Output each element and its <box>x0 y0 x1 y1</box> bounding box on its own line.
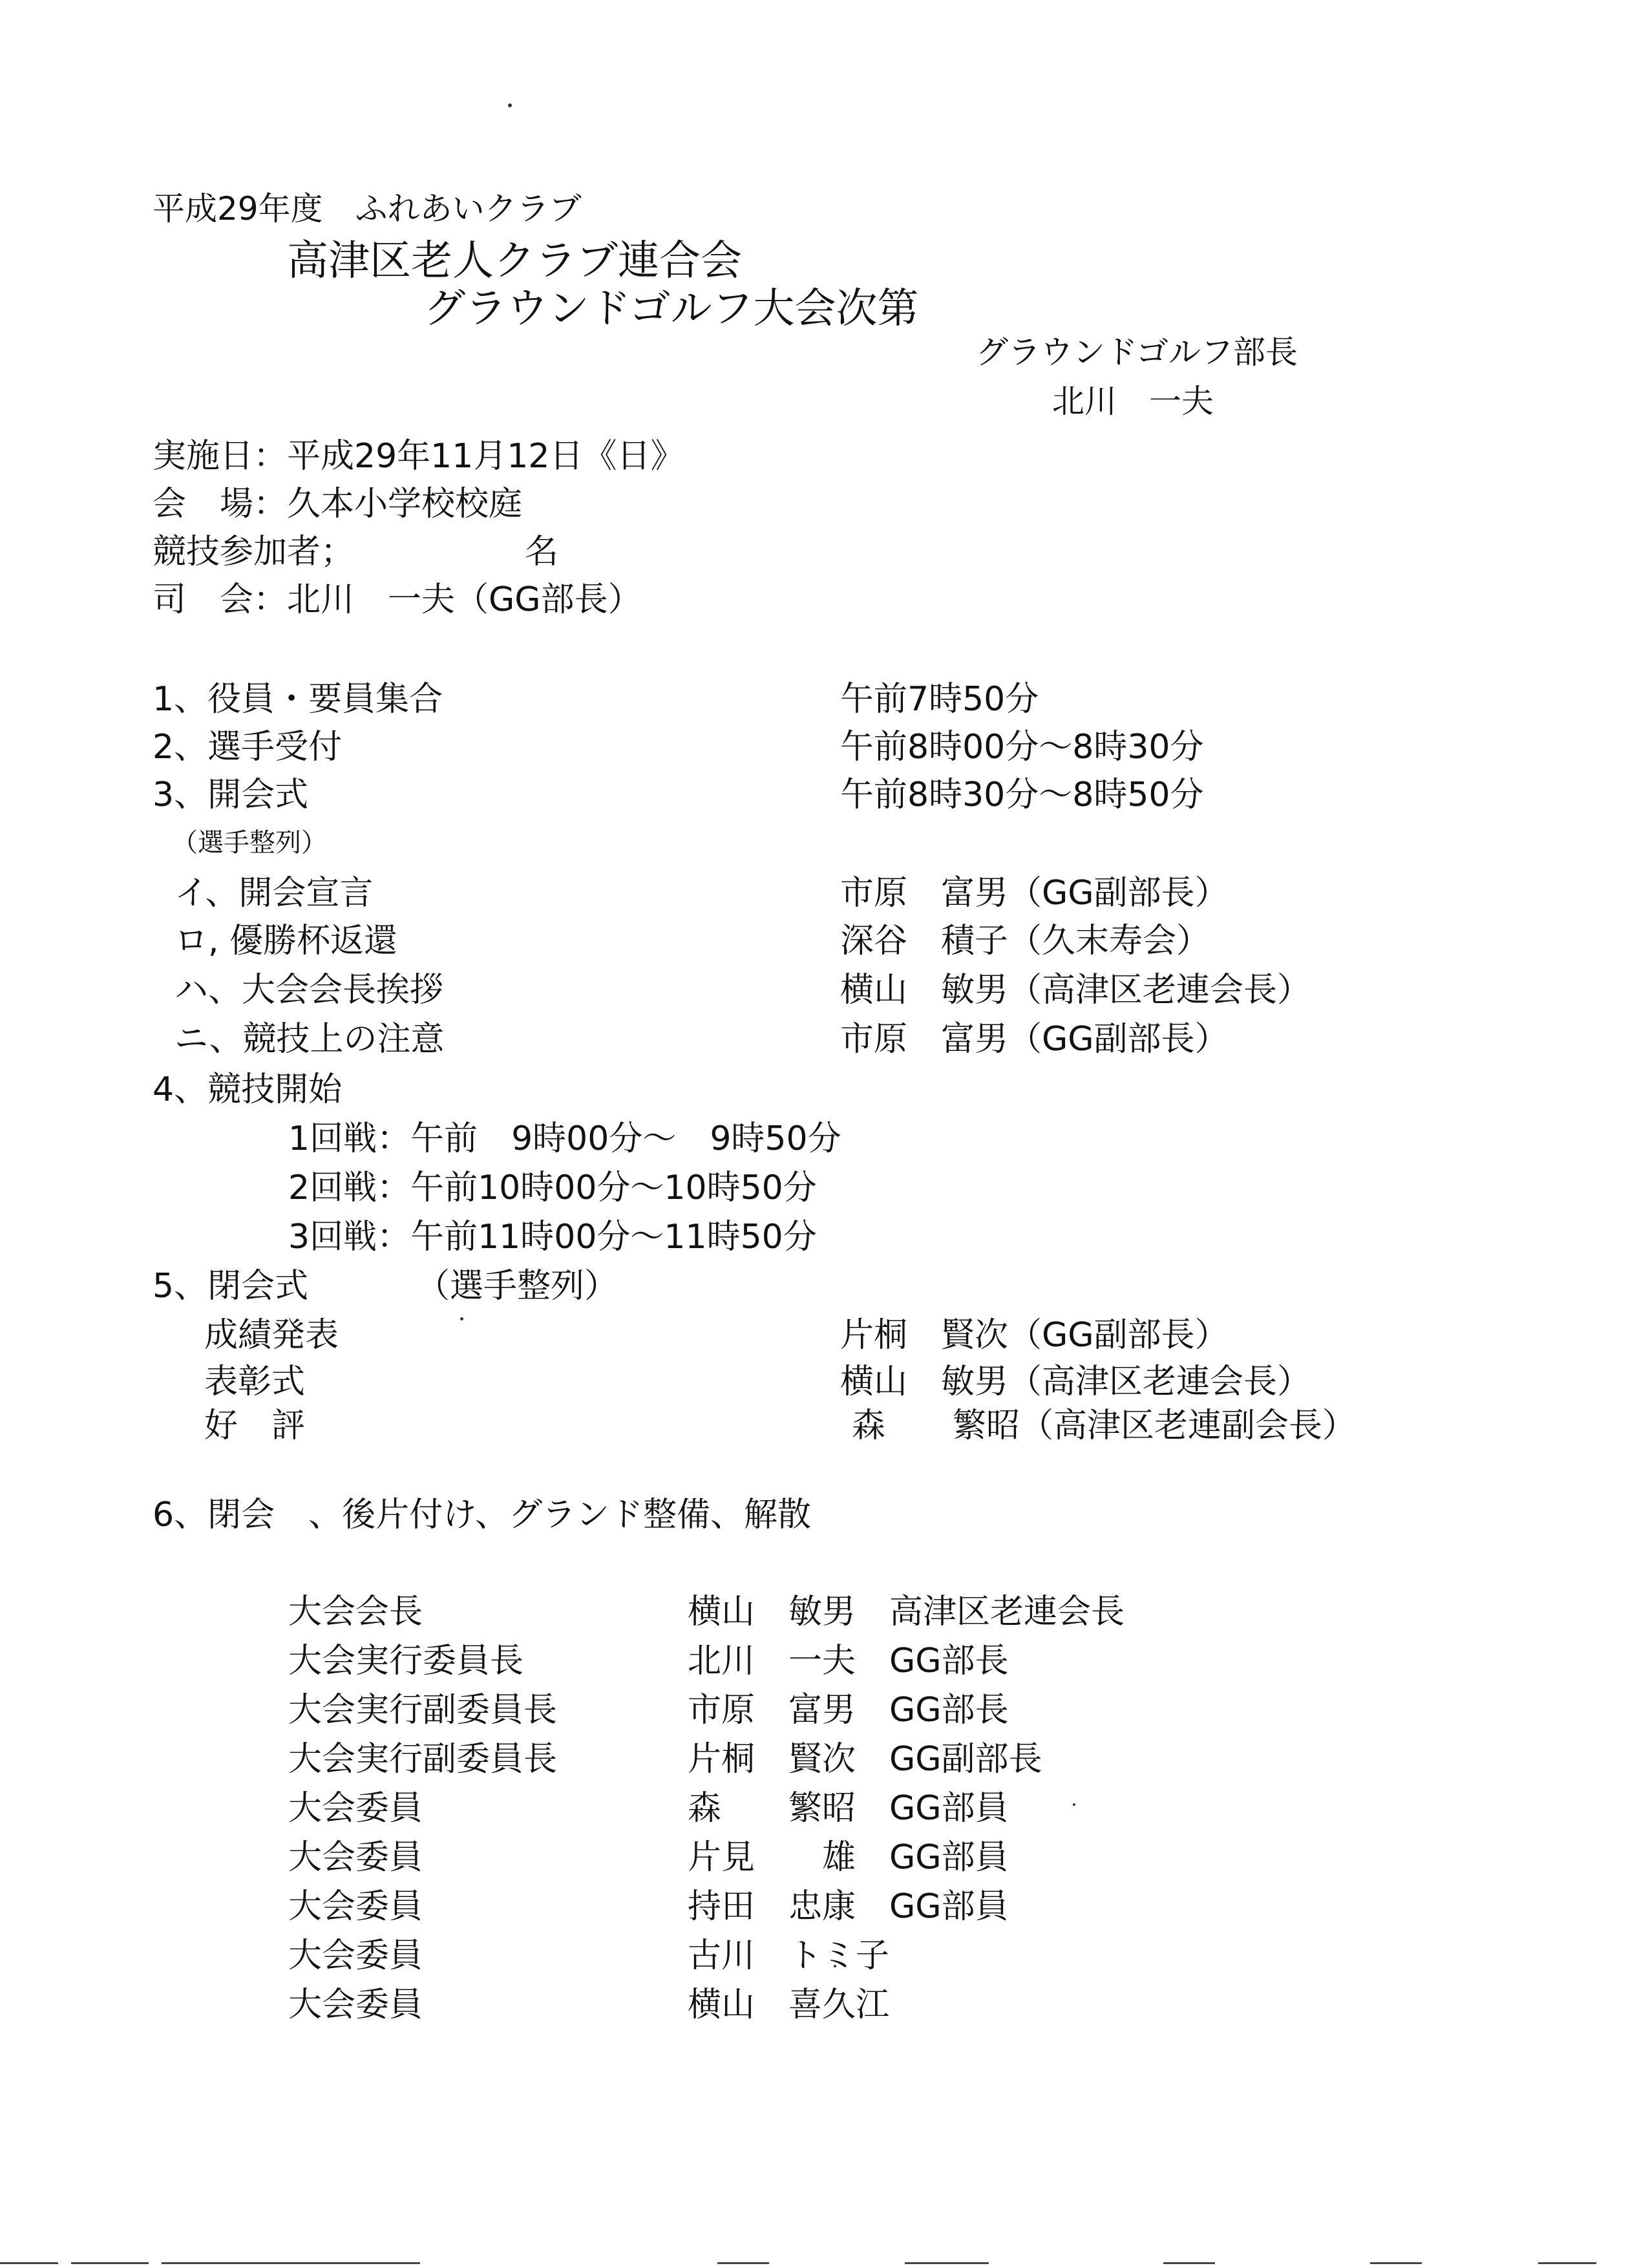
closing-item-person: 横山 敏男（高津区老連会長） <box>840 1362 1311 1401</box>
master-of-ceremonies: 司 会：北川 一夫（GG部長） <box>153 580 642 619</box>
competition-round: 3回戦：午前11時00分～11時50分 <box>288 1218 817 1256</box>
closing-label: 5、閉会式 <box>153 1267 309 1306</box>
scan-edge-line <box>1538 2262 1596 2264</box>
staff-title: GG副部長 <box>889 1740 1042 1779</box>
program-item-time: 午前7時50分 <box>840 680 1039 719</box>
event-venue: 会 場：久本小学校校庭 <box>153 485 523 524</box>
program-item-time: 午前8時30分～8時50分 <box>840 776 1204 814</box>
scan-edge-line <box>71 2262 149 2264</box>
staff-title: GG部長 <box>889 1642 1009 1680</box>
opening-item-person: 市原 富男（GG副部長） <box>840 874 1229 913</box>
year-club-heading: 平成29年度 ふれあいクラブ <box>153 190 582 228</box>
document-title-line1: 高津区老人クラブ連合会 <box>287 237 742 285</box>
staff-role: 大会実行副委員長 <box>288 1691 558 1730</box>
scan-edge-line <box>717 2262 769 2264</box>
scan-edge-line <box>162 2262 420 2264</box>
program-item-label: 1、役員・要員集合 <box>153 680 443 719</box>
closing-item-person: 森 繁昭（高津区老連副会長） <box>852 1406 1357 1445</box>
staff-name: 横山 敏男 <box>688 1593 856 1631</box>
staff-role: 大会委員 <box>288 1986 423 2024</box>
staff-name: 横山 喜久江 <box>688 1986 890 2024</box>
staff-role: 大会委員 <box>288 1789 423 1828</box>
program-item-label: 3、開会式 <box>153 776 309 814</box>
staff-name: 持田 忠康 <box>688 1887 856 1926</box>
opening-item-person: 深谷 積子（久末寿会） <box>840 922 1210 960</box>
staff-title: GG部員 <box>889 1838 1009 1877</box>
closing-note: （選手整列） <box>416 1267 618 1306</box>
scan-speck <box>508 103 512 107</box>
scan-speck <box>1073 1803 1075 1806</box>
opening-note: （選手整列） <box>172 828 327 858</box>
staff-title: GG部員 <box>889 1789 1009 1828</box>
staff-role: 大会実行委員長 <box>288 1642 524 1680</box>
staff-name: 市原 富男 <box>688 1691 856 1730</box>
closing-item-person: 片桐 賢次（GG副部長） <box>840 1316 1229 1355</box>
event-date: 実施日：平成29年11月12日《日》 <box>153 437 684 476</box>
scan-edge-line <box>1370 2262 1422 2264</box>
opening-item-person: 横山 敏男（高津区老連会長） <box>840 971 1311 1010</box>
opening-item-person: 市原 富男（GG副部長） <box>840 1020 1229 1059</box>
opening-item-label: イ、開会宣言 <box>174 874 374 913</box>
staff-name: 森 繁昭 <box>688 1789 856 1828</box>
opening-item-label: ハ、大会会長挨拶 <box>174 971 444 1010</box>
scan-edge-line <box>905 2262 989 2264</box>
author-name: 北川 一夫 <box>1052 383 1214 420</box>
closing-item-label: 好 評 <box>204 1406 306 1445</box>
staff-title: GG部員 <box>889 1887 1009 1926</box>
staff-name: 片桐 賢次 <box>688 1740 856 1779</box>
competition-round: 2回戦：午前10時00分～10時50分 <box>288 1169 817 1207</box>
closing-item-label: 表彰式 <box>204 1362 306 1401</box>
staff-title: GG部長 <box>889 1691 1009 1730</box>
staff-role: 大会実行副委員長 <box>288 1740 558 1779</box>
staff-role: 大会委員 <box>288 1936 423 1975</box>
scan-edge-line <box>0 2262 58 2264</box>
competition-round: 1回戦：午前 9時00分～ 9時50分 <box>288 1119 841 1158</box>
staff-role: 大会委員 <box>288 1887 423 1926</box>
document-title-line2: グラウンドゴルフ大会次第 <box>424 285 919 333</box>
program-item-label: 2、選手受付 <box>153 728 343 767</box>
program-item-time: 午前8時00分～8時30分 <box>840 728 1204 767</box>
scan-speck <box>460 1317 463 1320</box>
closing-item-label: 成績発表 <box>204 1316 339 1355</box>
staff-name: 片見 雄 <box>688 1838 856 1877</box>
staff-role: 大会委員 <box>288 1838 423 1877</box>
staff-name: 古川 トミ子 <box>688 1936 890 1975</box>
opening-item-label: ロ, 優勝杯返還 <box>174 922 398 960</box>
staff-title: 高津区老連会長 <box>889 1593 1125 1631</box>
opening-item-label: ニ、競技上の注意 <box>174 1020 445 1059</box>
staff-role: 大会会長 <box>288 1593 423 1631</box>
author-role: グラウンドゴルフ部長 <box>976 334 1298 371</box>
participants-label: 競技参加者； <box>153 533 355 571</box>
competition-label: 4、競技開始 <box>153 1070 343 1109</box>
participants-unit: 名 <box>525 533 559 571</box>
staff-name: 北川 一夫 <box>688 1642 856 1680</box>
scan-edge-line <box>1163 2262 1215 2264</box>
final-program-item: 6、閉会 、後片付け、グランド整備、解散 <box>153 1496 812 1534</box>
